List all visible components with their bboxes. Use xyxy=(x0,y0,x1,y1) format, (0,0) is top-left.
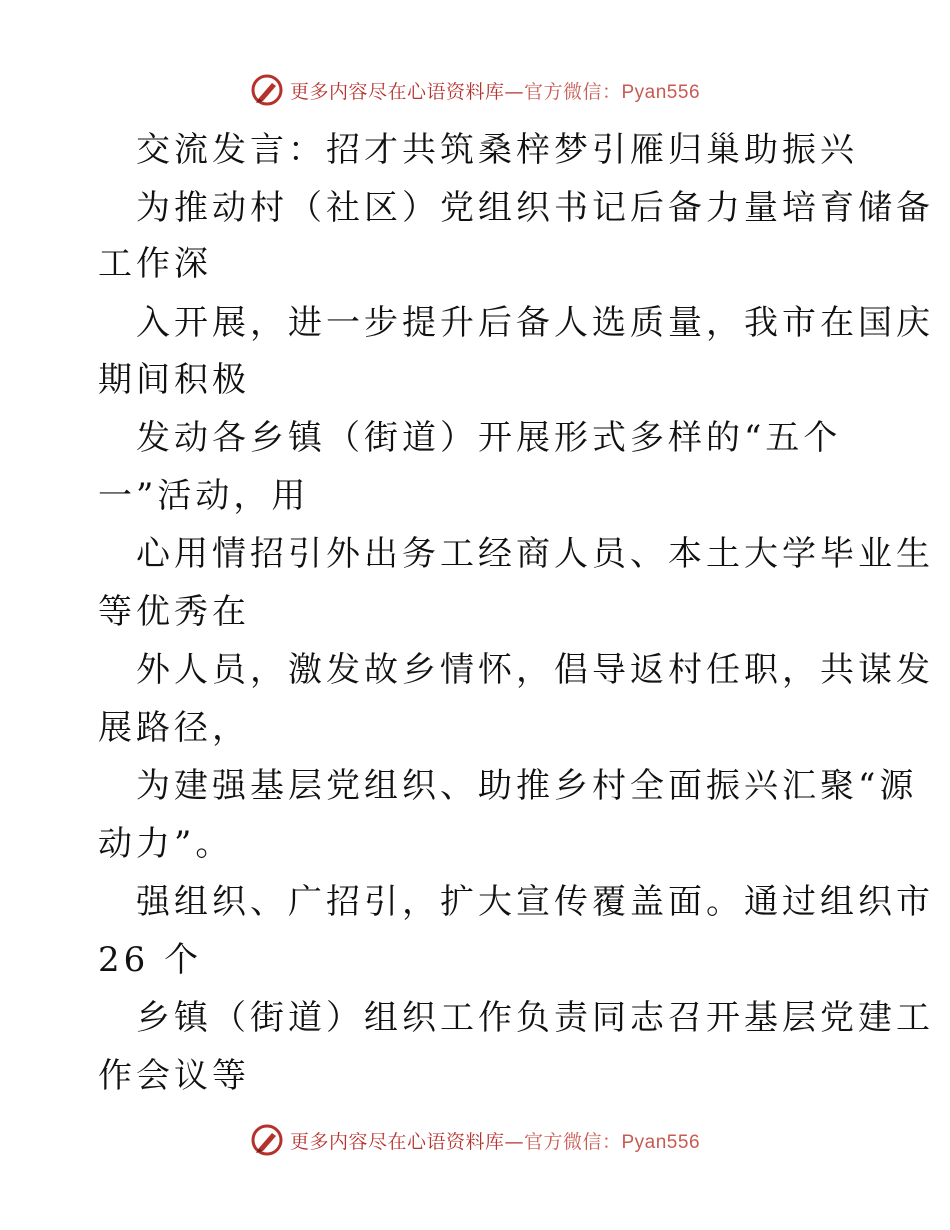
paragraph-line: 26 个 xyxy=(98,940,203,980)
banner-separator: — xyxy=(504,1130,524,1153)
paragraph-line: 发动各乡镇（街道）开展形式多样的“五个 xyxy=(136,418,842,458)
paragraph-line: 强组织、广招引，扩大宣传覆盖面。通过组织市 xyxy=(136,882,934,922)
banner-separator: — xyxy=(504,80,524,103)
paragraph-line: 为推动村（社区）党组织书记后备力量培育储备 xyxy=(136,188,934,228)
header-watermark-banner xyxy=(0,70,950,110)
footer-watermark-banner xyxy=(0,1120,950,1160)
paragraph-line: 等优秀在 xyxy=(98,592,250,632)
banner-wechat-label: 官方微信： xyxy=(523,1130,622,1153)
pen-logo-icon xyxy=(250,73,284,107)
paragraph-line: 动力”。 xyxy=(98,824,234,864)
paragraph-line: 心用情招引外出务工经商人员、本土大学毕业生 xyxy=(136,534,934,574)
banner-main-text: 更多内容尽在心语资料库 xyxy=(289,1130,505,1153)
banner-wechat-id: Pyan556 xyxy=(621,81,701,103)
paragraph-line: 乡镇（街道）组织工作负责同志召开基层党建工 xyxy=(136,998,934,1038)
banner-main-text: 更多内容尽在心语资料库 xyxy=(289,80,505,103)
banner-text xyxy=(290,1127,700,1154)
paragraph-line: 展路径， xyxy=(98,708,250,748)
paragraph-line: 入开展，进一步提升后备人选质量，我市在国庆 xyxy=(136,303,934,343)
banner-wechat-id: Pyan556 xyxy=(621,1131,701,1153)
title-line: 交流发言：招才共筑桑梓梦引雁归巢助振兴 xyxy=(136,130,858,170)
banner-text xyxy=(290,77,700,104)
paragraph-line: 为建强基层党组织、助推乡村全面振兴汇聚“源 xyxy=(136,766,918,806)
paragraph-line: 外人员，激发故乡情怀，倡导返村任职，共谋发 xyxy=(136,650,934,690)
paragraph-line: 作会议等 xyxy=(98,1056,250,1096)
paragraph-line: 工作深 xyxy=(98,244,212,284)
banner-wechat-label: 官方微信： xyxy=(523,80,622,103)
paragraph-line: 期间积极 xyxy=(98,360,250,400)
paragraph-line: 一”活动，用 xyxy=(98,476,310,516)
pen-logo-icon xyxy=(250,1123,284,1157)
